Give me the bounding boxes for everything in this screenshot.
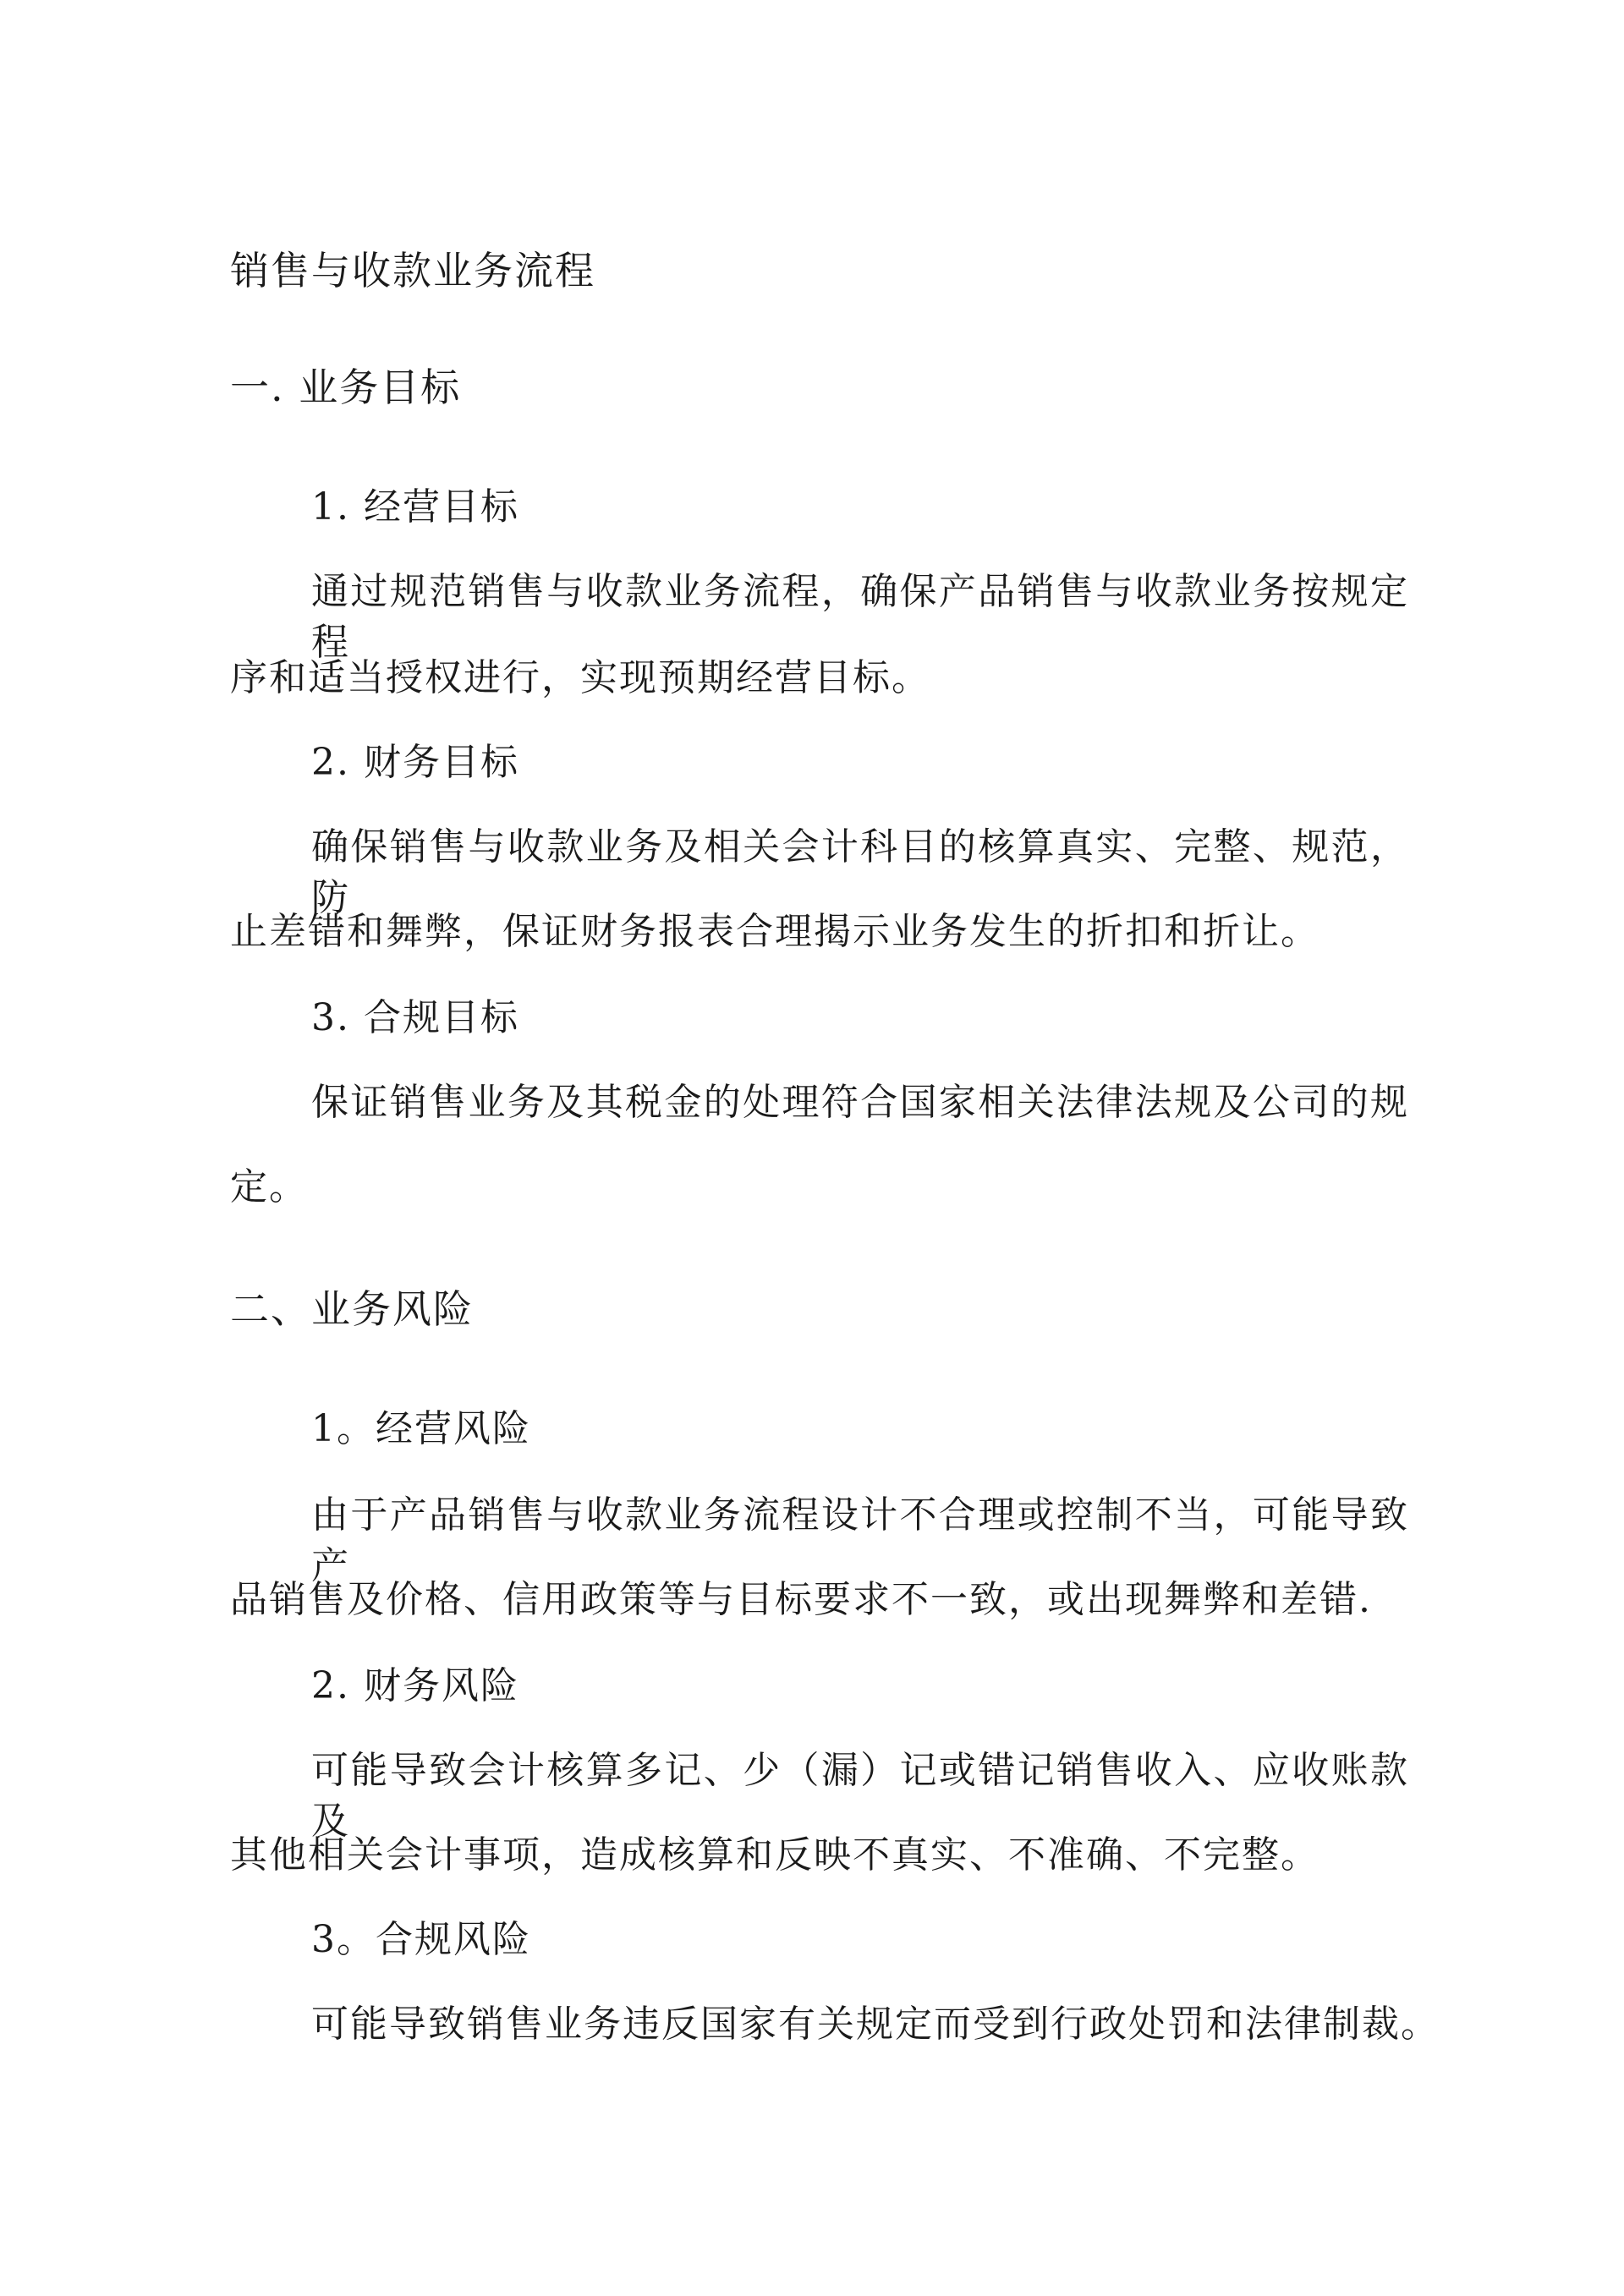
section-heading-risks: 二、业务风险 bbox=[230, 1286, 474, 1332]
paragraph-line: 确保销售与收款业务及相关会计科目的核算真实、完整、规范，防 bbox=[311, 825, 1409, 919]
section-heading-objectives: 一. 业务目标 bbox=[230, 364, 462, 410]
paragraph-line: 品销售及价格、信用政策等与目标要求不一致，或出现舞弊和差错. bbox=[230, 1578, 1372, 1621]
subheading-operating-risk: 1。经营风险 bbox=[311, 1407, 531, 1450]
paragraph-line: 可能导致销售业务违反国家有关规定而受到行政处罚和法律制裁。 bbox=[311, 2003, 1440, 2046]
paragraph-line: 定。 bbox=[230, 1165, 308, 1208]
subheading-compliance-objective: 3. 合规目标 bbox=[311, 996, 519, 1039]
subheading-compliance-risk: 3。合规风险 bbox=[311, 1918, 531, 1961]
paragraph-line: 可能导致会计核算多记、少（漏）记或错记销售收入、应收账款及 bbox=[311, 1749, 1409, 1843]
document-title: 销售与收款业务流程 bbox=[230, 248, 595, 293]
subheading-operating-objective: 1. 经营目标 bbox=[311, 485, 519, 529]
paragraph-line: 保证销售业务及其税金的处理符合国家相关法律法规及公司的规 bbox=[311, 1081, 1409, 1124]
paragraph-line: 通过规范销售与收款业务流程，确保产品销售与收款业务按规定程 bbox=[311, 570, 1409, 664]
subheading-financial-objective: 2. 财务目标 bbox=[311, 741, 519, 784]
paragraph-line: 序和适当授权进行，实现预期经营目标。 bbox=[230, 656, 930, 699]
paragraph-line: 其他相关会计事项，造成核算和反映不真实、不准确、不完整。 bbox=[230, 1833, 1320, 1877]
subheading-financial-risk: 2. 财务风险 bbox=[311, 1664, 519, 1707]
paragraph-line: 止差错和舞弊，保证财务报表合理揭示业务发生的折扣和折让。 bbox=[230, 910, 1320, 953]
paragraph-line: 由于产品销售与收款业务流程设计不合理或控制不当，可能导致产 bbox=[311, 1493, 1409, 1587]
